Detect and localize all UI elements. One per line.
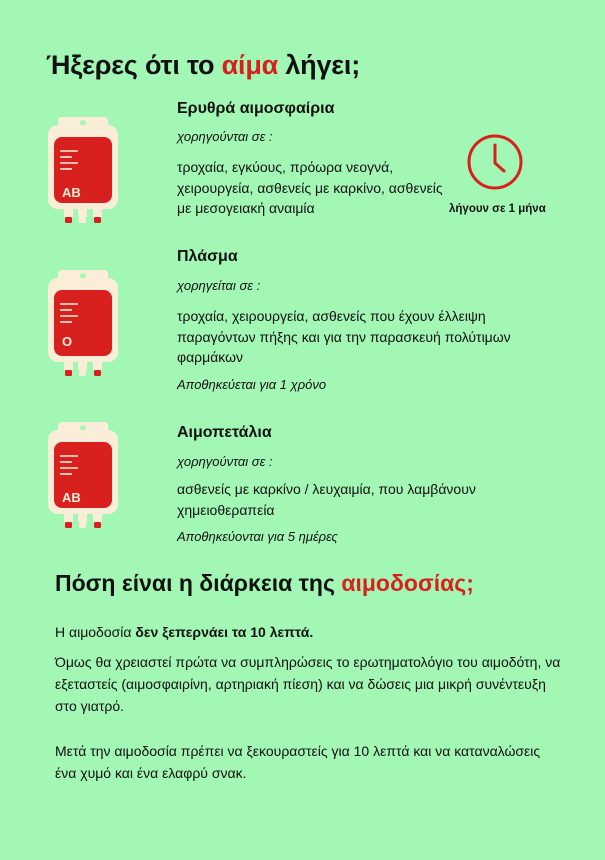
paragraph-before: Όμως θα χρειαστεί πρώτα να συμπληρώσεις το ερωτηματολόγιο του αιμοδότη, να εξεταστείς (αιμοσφαιρίνη, αρτηριακή πίεση) και να δώσεις μια μικρή συνέντευξη στο γιατρό.: [55, 654, 561, 714]
paragraph-after: Μετά την αιμοδοσία πρέπει να ξεκουραστείς για 10 λεπτά και να καταναλώσεις ένα χυμό και ένα ελαφρύ σνακ.: [55, 743, 541, 781]
blood-bag-icon: [48, 117, 118, 224]
clock-icon: [466, 133, 524, 191]
section-heading: Αιμοπετάλια: [177, 424, 272, 441]
section-body: τροχαία, εγκύους, πρόωρα νεογνά, χειρουργεία, ασθενείς με καρκίνο, ασθενείς με μεσογειακή αναιμία: [177, 159, 443, 216]
section-note: Αποθηκεύεται για 1 χρόνο: [177, 377, 327, 392]
section-sub: χορηγούνται σε :: [177, 129, 273, 144]
section-note: Αποθηκεύονται για 5 ημέρες: [177, 529, 338, 544]
section-heading: Πλάσμα: [177, 248, 238, 265]
section-sub: χορηγείται σε :: [177, 278, 261, 293]
section-body: τροχαία, χειρουργεία, ασθενείς που έχουν έλλειψη παραγόντων πήξης και για την παρασκευή πολύτιμων φαρμάκων: [177, 308, 511, 365]
section-title: Πόση είναι η διάρκεια της αιμοδοσίας;: [55, 570, 474, 596]
section-sub: χορηγούνται σε :: [177, 454, 273, 469]
clock-label: λήγουν σε 1 μήνα: [449, 203, 546, 215]
paragraph-duration: Η αιμοδοσία δεν ξεπερνάει τα 10 λεπτά.: [55, 624, 314, 640]
duration-bold: δεν ξεπερνάει τα 10 λεπτά.: [135, 624, 314, 640]
bag-label: AB: [62, 490, 81, 505]
title2-highlight: αιμοδοσίας;: [341, 570, 474, 596]
bag-label: O: [62, 334, 73, 349]
section-body: ασθενείς με καρκίνο / λευχαιμία, που λαμβάνουν χημειοθεραπεία: [177, 481, 476, 518]
bag-label: AB: [62, 185, 81, 200]
blood-bag-icon: [48, 270, 118, 377]
section-heading: Ερυθρά αιμοσφαίρια: [177, 100, 335, 117]
blood-bag-icon: [48, 422, 118, 529]
title-highlight: αίμα: [221, 50, 279, 80]
page-title: Ήξερες ότι το αίμα λήγει;: [46, 50, 360, 80]
